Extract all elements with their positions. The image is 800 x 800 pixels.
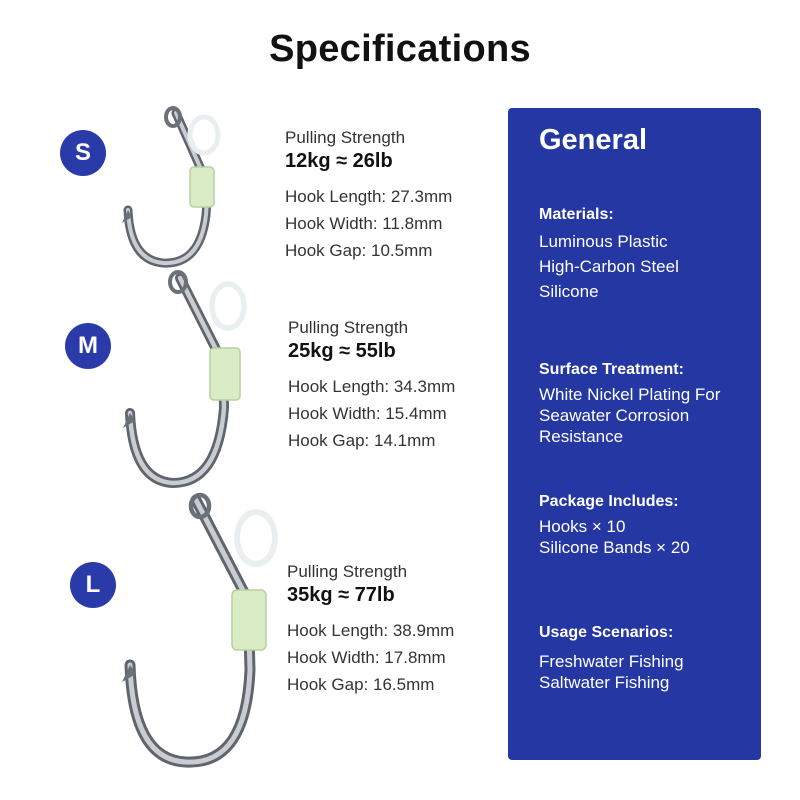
surface-heading: Surface Treatment: [539, 361, 684, 378]
package-item: Silicone Bands × 20 [539, 538, 690, 557]
hook-width: Hook Width: 11.8mm [285, 214, 443, 233]
surface-line: White Nickel Plating For [539, 385, 721, 404]
materials-section [539, 206, 754, 304]
general-title: General [539, 124, 647, 156]
hook-length: Hook Length: 38.9mm [287, 621, 455, 640]
hook-length: Hook Length: 27.3mm [285, 187, 453, 206]
pulling-strength-label: Pulling Strength [285, 128, 406, 147]
usage-item: Saltwater Fishing [539, 673, 670, 692]
hook-width: Hook Width: 17.8mm [287, 648, 446, 667]
materials-heading: Materials: [539, 206, 614, 223]
pulling-strength-value: 12kg ≈ 26lb [285, 150, 393, 172]
hook-width: Hook Width: 15.4mm [288, 404, 447, 423]
usage-heading: Usage Scenarios: [539, 624, 674, 641]
size-badge-l: L [70, 562, 116, 608]
materials-item: High-Carbon Steel [539, 257, 679, 276]
materials-item: Silicone [539, 282, 599, 301]
surface-section [539, 361, 754, 447]
package-heading: Package Includes: [539, 493, 679, 510]
hook-length: Hook Length: 34.3mm [288, 377, 456, 396]
pulling-strength-value: 35kg ≈ 77lb [287, 584, 395, 606]
usage-section [539, 624, 754, 693]
size-badge-m: M [65, 323, 111, 369]
surface-line: Seawater Corrosion [539, 406, 690, 425]
hook-gap: Hook Gap: 16.5mm [287, 675, 435, 694]
pulling-strength-value: 25kg ≈ 55lb [288, 340, 396, 362]
materials-item: Luminous Plastic [539, 232, 668, 251]
size-badge-s: S [60, 130, 106, 176]
usage-item: Freshwater Fishing [539, 652, 684, 671]
spec-block-s [285, 128, 452, 264]
general-panel [508, 108, 761, 760]
pulling-strength-label: Pulling Strength [287, 562, 408, 581]
spec-block-l [287, 562, 454, 698]
hook-gap: Hook Gap: 14.1mm [288, 431, 436, 450]
hook-medium-image [118, 268, 253, 493]
package-section [539, 493, 754, 558]
surface-line: Resistance [539, 427, 624, 446]
pulling-strength-label: Pulling Strength [288, 318, 409, 337]
hook-gap: Hook Gap: 10.5mm [285, 241, 433, 260]
hook-large-image [118, 490, 283, 775]
spec-block-m [288, 318, 455, 454]
package-item: Hooks × 10 [539, 517, 626, 536]
hook-small-image [118, 105, 228, 275]
page-title: Specifications [269, 28, 531, 70]
